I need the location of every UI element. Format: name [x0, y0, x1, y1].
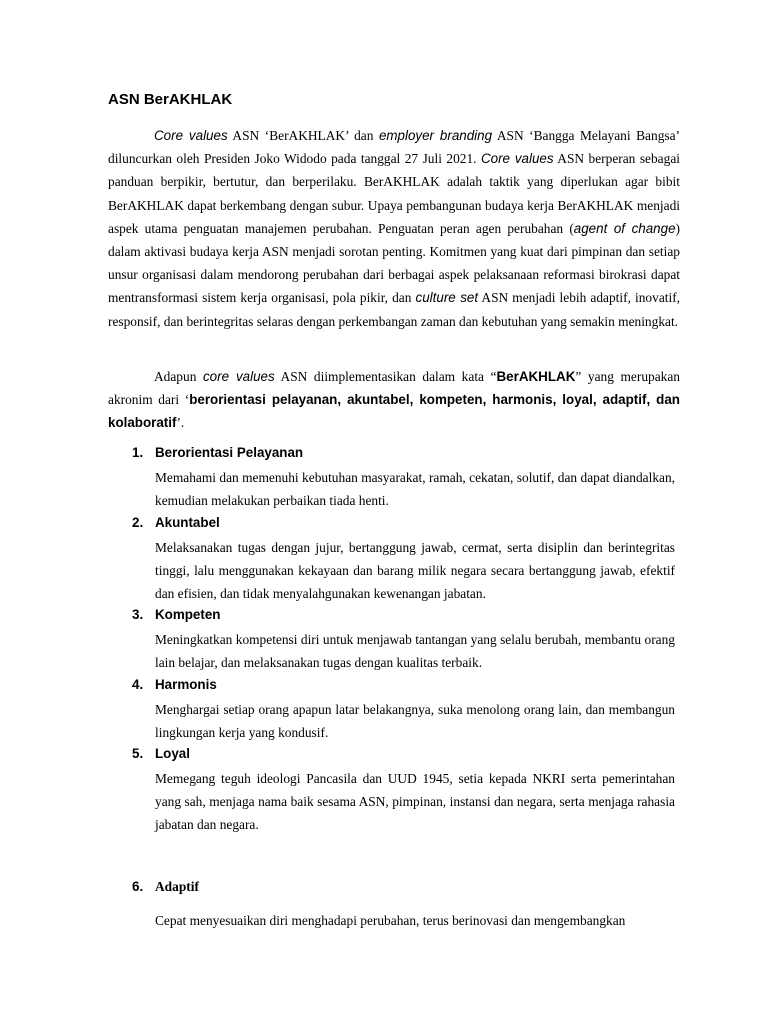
text-span: agent of change: [573, 220, 676, 236]
text-span: ASN diimplementasikan dalam kata “: [274, 369, 497, 384]
list-item-heading: Berorientasi Pelayanan: [155, 445, 304, 460]
document-title: ASN BerAKHLAK: [108, 91, 233, 108]
list-item-heading: Kompeten: [155, 607, 221, 622]
list-item-heading: Akuntabel: [155, 515, 220, 530]
list-item-heading: Harmonis: [155, 677, 217, 692]
list-item-body: Melaksanakan tugas dengan jujur, bertanggung jawab, cermat, serta disiplin dan berintegritas tinggi, lalu menggunakan kekayaan dan barang milik negara secara bertanggung jawab, efektif dan efisien, dan tidak menyalahgunakan kewenangan jabatan.: [155, 540, 675, 602]
list-item-number: 1.: [132, 445, 144, 460]
text-span: Core values: [154, 128, 228, 143]
list-item-number: 3.: [132, 607, 144, 622]
text-span: ’.: [176, 415, 185, 431]
text-span: Core values: [480, 151, 554, 167]
list-item-number: 2.: [132, 515, 144, 530]
text-span: berorientasi pelayanan, akuntabel, kompeten, harmonis, loyal, adaptif, dan kolaboratif: [108, 392, 680, 431]
list-item-heading: Loyal: [155, 746, 190, 761]
list-item-heading: Adaptif: [155, 879, 199, 894]
list-item-body: Memahami dan memenuhi kebutuhan masyarakat, ramah, cekatan, solutif, dan dapat diandalkan, kemudian melakukan perbaikan tiada henti.: [155, 470, 675, 509]
list-item-number: 5.: [132, 746, 144, 761]
list-item-number: 6.: [132, 879, 144, 894]
text-span: ) dalam aktivasi budaya kerja ASN menjadi sorotan penting. Komitmen yang kuat dari pimpinan dan setiap unsur organisasi dalam mendorong perubahan dari berbagai aspek pelaksanaan reformasi birokrasi dapat mentransformasi sistem kerja organisasi, pola pikir, dan: [108, 220, 680, 306]
text-span: employer branding: [378, 128, 493, 143]
list-item-body: Cepat menyesuaikan diri menghadapi perubahan, terus berinovasi dan mengembangkan: [155, 913, 626, 928]
text-span: core values: [202, 369, 275, 384]
text-span: Adapun: [154, 369, 203, 384]
text-span: BerAKHLAK: [496, 369, 576, 384]
list-item-body: Memegang teguh ideologi Pancasila dan UUD 1945, setia kepada NKRI serta pemerintahan yang sah, menjaga nama baik sesama ASN, pimpinan, instansi dan negara, serta menjaga rahasia jabatan dan negara.: [155, 771, 675, 833]
text-span: ASN berperan sebagai panduan berpikir, bertutur, dan berperilaku. BerAKHLAK adalah taktik yang diperlukan agar bibit BerAKHLAK dapat berkembang dengan subur. Upaya pembangunan budaya kerja BerAKHLAK menjadi aspek utama penguatan manajemen perubahan. Penguatan peran agen perubahan (: [108, 151, 680, 236]
text-span: ASN menjadi lebih adaptif, inovatif, responsif, dan berintegritas selaras dengan perkembangan zaman dan kebutuhan yang semakin meningkat.: [108, 290, 681, 329]
text-span: ASN ‘BerAKHLAK’ dan: [227, 128, 379, 143]
list-item-body: Meningkatkan kompetensi diri untuk menjawab tantangan yang selalu berubah, membantu orang lain belajar, dan melaksanakan tugas dengan kualitas terbaik.: [155, 632, 675, 671]
acronym-paragraph: [108, 365, 680, 435]
intro-paragraph: [108, 124, 680, 333]
text-span: ” yang merupakan akronim dari ‘: [108, 369, 681, 408]
text-span: ASN ‘Bangga Melayani Bangsa’ diluncurkan oleh Presiden Joko Widodo pada tanggal 27 Juli 2021.: [108, 128, 681, 167]
list-item-body: Menghargai setiap orang apapun latar belakangnya, suka menolong orang lain, dan membangun lingkungan kerja yang kondusif.: [155, 702, 675, 741]
text-span: culture set: [415, 290, 479, 306]
list-item-number: 4.: [132, 677, 144, 692]
